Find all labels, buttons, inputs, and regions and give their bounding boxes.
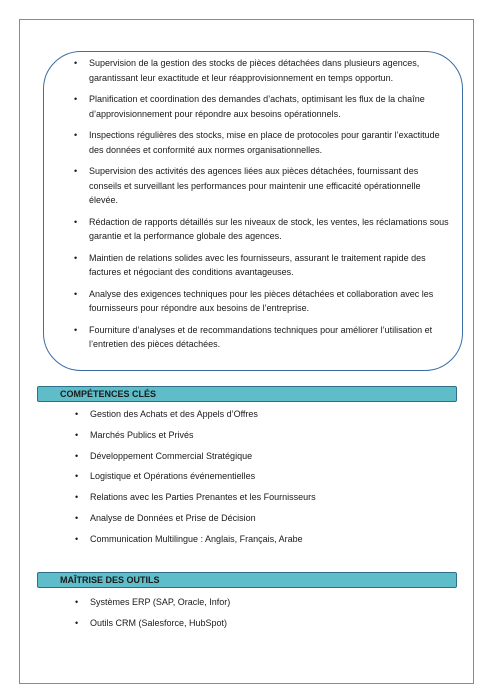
skills-list	[70, 408, 450, 554]
bullet-icon: •	[75, 597, 79, 607]
list-item: • Marchés Publics et Privés	[75, 429, 194, 440]
list-item: • Systèmes ERP (SAP, Oracle, Infor)	[75, 597, 231, 607]
list-item: • Analyse de Données et Prise de Décision	[75, 512, 256, 523]
tools-list	[70, 596, 450, 638]
list-item: • Communication Multilingue : Anglais, Français, Arabe	[75, 533, 303, 544]
bullet-icon: •	[75, 512, 79, 523]
list-item: • Relations avec les Parties Prenantes et les Fournisseurs	[75, 492, 316, 503]
bullet-icon: •	[75, 492, 79, 503]
bullet-icon: •	[75, 429, 79, 440]
list-item: • Gestion des Achats et des Appels d’Offres	[75, 409, 258, 419]
bullet-icon: •	[75, 409, 79, 419]
skills-section-header: COMPÉTENCES CLÉS	[37, 386, 457, 402]
list-item: • Analyse des exigences techniques pour les pièces détachées et collaboration avec les fournisseurs pour répondre aux besoins de l’entreprise.	[74, 288, 434, 313]
list-item: • Logistique et Opérations événementielles	[75, 471, 256, 482]
list-item: • Fourniture d’analyses et de recommandations techniques pour améliorer l’utilisation et l’entretien des pièces détachées.	[74, 324, 433, 349]
bullet-icon: •	[75, 533, 79, 544]
bullet-icon: •	[74, 130, 78, 140]
bullet-icon: •	[74, 216, 78, 227]
list-item: • Rédaction de rapports détaillés sur les niveaux de stock, les ventes, les réclamations sous garantie et la performance globale des agences.	[74, 216, 449, 241]
list-item: • Planification et coordination des demandes d’achats, optimisant les flux de la chaîne d’approvisionnement pour répondre aux besoins opérationnels.	[74, 94, 425, 119]
bullet-icon: •	[74, 166, 78, 176]
bullet-icon: •	[74, 288, 78, 299]
bullet-icon: •	[75, 471, 79, 482]
list-item: • Maintien de relations solides avec les fournisseurs, assurant le traitement rapide des factures et négociant des conditions avantageuses.	[74, 252, 426, 277]
list-item: • Supervision de la gestion des stocks de pièces détachées dans plusieurs agences, garantissant leur exactitude et leur réapprovisionnement en temps opportun.	[74, 58, 420, 83]
bullet-icon: •	[75, 450, 79, 461]
bullet-icon: •	[75, 617, 79, 628]
experience-bullet-list	[69, 56, 449, 359]
bullet-icon: •	[74, 58, 78, 68]
list-item: • Développement Commercial Stratégique	[75, 450, 253, 461]
tools-section-header: MAÎTRISE DES OUTILS	[37, 572, 457, 588]
bullet-icon: •	[74, 94, 78, 104]
list-item: • Outils CRM (Salesforce, HubSpot)	[75, 617, 228, 628]
bullet-icon: •	[74, 324, 78, 335]
list-item: • Supervision des activités des agences liées aux pièces détachées, fournissant des conseils et surveillant les performances pour maintenir une efficacité opérationnelle élevée.	[74, 166, 421, 205]
list-item: • Inspections régulières des stocks, mise en place de protocoles pour garantir l’exactitude des données et conformité aux normes organisationnelles.	[74, 130, 440, 155]
bullet-icon: •	[74, 252, 78, 263]
